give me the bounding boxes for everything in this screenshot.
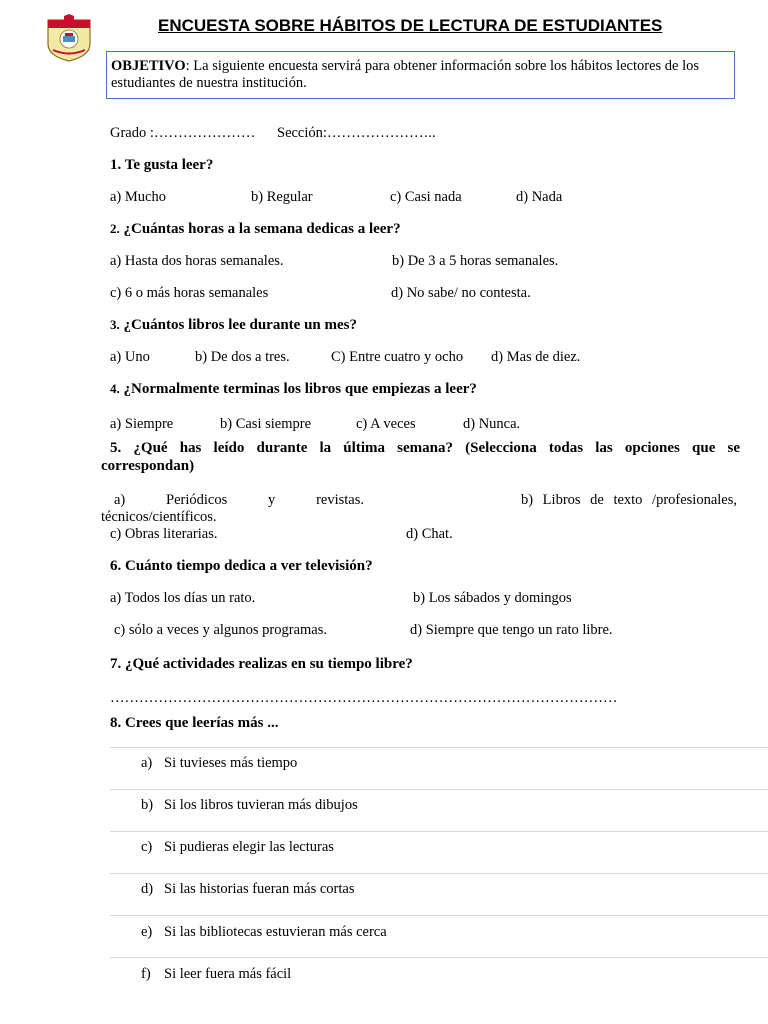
question-7-title: 7. ¿Qué actividades realizas en su tiempo libre? — [110, 656, 413, 672]
q6-option-a: a) Todos los días un rato. — [110, 590, 256, 606]
q6-option-d: d) Siempre que tengo un rato libre. — [410, 622, 613, 638]
q8-option-c-letter: c) — [141, 839, 153, 855]
question-4-text: ¿Normalmente terminas los libros que empiezas a leer? — [123, 381, 477, 397]
question-3-text: ¿Cuántos libros lee durante un mes? — [123, 317, 357, 333]
q8-option-d-text: Si las historias fueran más cortas — [164, 881, 355, 897]
q6-option-c: c) sólo a veces y algunos programas. — [114, 622, 328, 638]
q5-option-b-continued: técnicos/científicos. — [101, 509, 217, 525]
q2-option-c: c) 6 o más horas semanales — [110, 285, 269, 301]
objective-label: OBJETIVO — [111, 58, 186, 74]
q8-option-f-text: Si leer fuera más fácil — [164, 966, 292, 982]
q1-option-c: c) Casi nada — [390, 189, 462, 205]
divider — [110, 873, 768, 874]
q3-option-d: d) Mas de diez. — [491, 349, 581, 365]
q4-option-a: a) Siempre — [110, 416, 174, 432]
q3-option-a: a) Uno — [110, 349, 150, 365]
question-2-title — [110, 221, 401, 238]
q3-option-b: b) De dos a tres. — [195, 349, 290, 365]
q2-option-a: a) Hasta dos horas semanales. — [110, 253, 284, 269]
q2-option-d: d) No sabe/ no contesta. — [391, 285, 531, 301]
divider — [110, 915, 768, 916]
q8-option-e-text: Si las bibliotecas estuvieran más cerca — [164, 924, 387, 940]
q5-option-b: b) Libros de texto /profesionales, — [521, 492, 737, 508]
q3-option-c: C) Entre cuatro y ocho — [331, 349, 464, 365]
q8-option-a-letter: a) — [141, 755, 153, 771]
q8-option-f-letter: f) — [141, 966, 151, 982]
objective-text-line2: estudiantes de nuestra institución. — [111, 75, 307, 91]
divider — [110, 957, 768, 958]
question-5-title-line2: correspondan) — [101, 458, 195, 474]
objective-box — [106, 51, 735, 99]
grado-field: Grado :………………… — [110, 125, 256, 141]
q5-option-d: d) Chat. — [406, 526, 453, 542]
q1-option-b: b) Regular — [251, 189, 313, 205]
divider — [110, 789, 768, 790]
q8-option-c-text: Si pudieras elegir las lecturas — [164, 839, 334, 855]
question-2-text: ¿Cuántas horas a la semana dedicas a leer? — [123, 221, 401, 237]
q5-option-a: a) Periódicos y revistas. — [114, 492, 364, 508]
q8-option-e-letter: e) — [141, 924, 153, 940]
question-2-number: 2. — [110, 221, 120, 236]
divider — [110, 831, 768, 832]
q7-answer-line: …………………………………………………………………………………………… — [110, 690, 618, 706]
question-1-title: 1. Te gusta leer? — [110, 157, 214, 173]
q2-option-b: b) De 3 a 5 horas semanales. — [392, 253, 559, 269]
q8-option-a-text: Si tuvieses más tiempo — [164, 755, 298, 771]
q1-option-d: d) Nada — [516, 189, 563, 205]
page-title: ENCUESTA SOBRE HÁBITOS DE LECTURA DE ESTUDIANTES — [158, 16, 663, 35]
question-5-title-line1: 5. ¿Qué has leído durante la última semana? (Selecciona todas las opciones que se — [110, 440, 740, 456]
q4-option-d: d) Nunca. — [463, 416, 521, 432]
divider — [110, 747, 768, 748]
question-6-title: 6. Cuánto tiempo dedica a ver televisión? — [110, 558, 373, 574]
q8-option-d-letter: d) — [141, 881, 154, 897]
school-crest-logo — [44, 14, 94, 62]
q1-option-a: a) Mucho — [110, 189, 166, 205]
question-4-number: 4. — [110, 381, 120, 396]
q4-option-b: b) Casi siempre — [220, 416, 312, 432]
q8-option-b-letter: b) — [141, 797, 154, 813]
question-3-title — [110, 317, 357, 334]
q8-option-b-text: Si los libros tuvieran más dibujos — [164, 797, 358, 813]
q4-option-c: c) A veces — [356, 416, 416, 432]
q5-option-c: c) Obras literarias. — [110, 526, 218, 542]
seccion-field: Sección:………………….. — [277, 125, 436, 141]
objective-text-line1: : La siguiente encuesta servirá para obtener información sobre los hábitos lectores de los — [185, 58, 700, 74]
question-8-title: 8. Crees que leerías más ... — [110, 715, 279, 731]
question-4-title — [110, 381, 477, 398]
q6-option-b: b) Los sábados y domingos — [413, 590, 572, 606]
question-3-number: 3. — [110, 317, 120, 332]
